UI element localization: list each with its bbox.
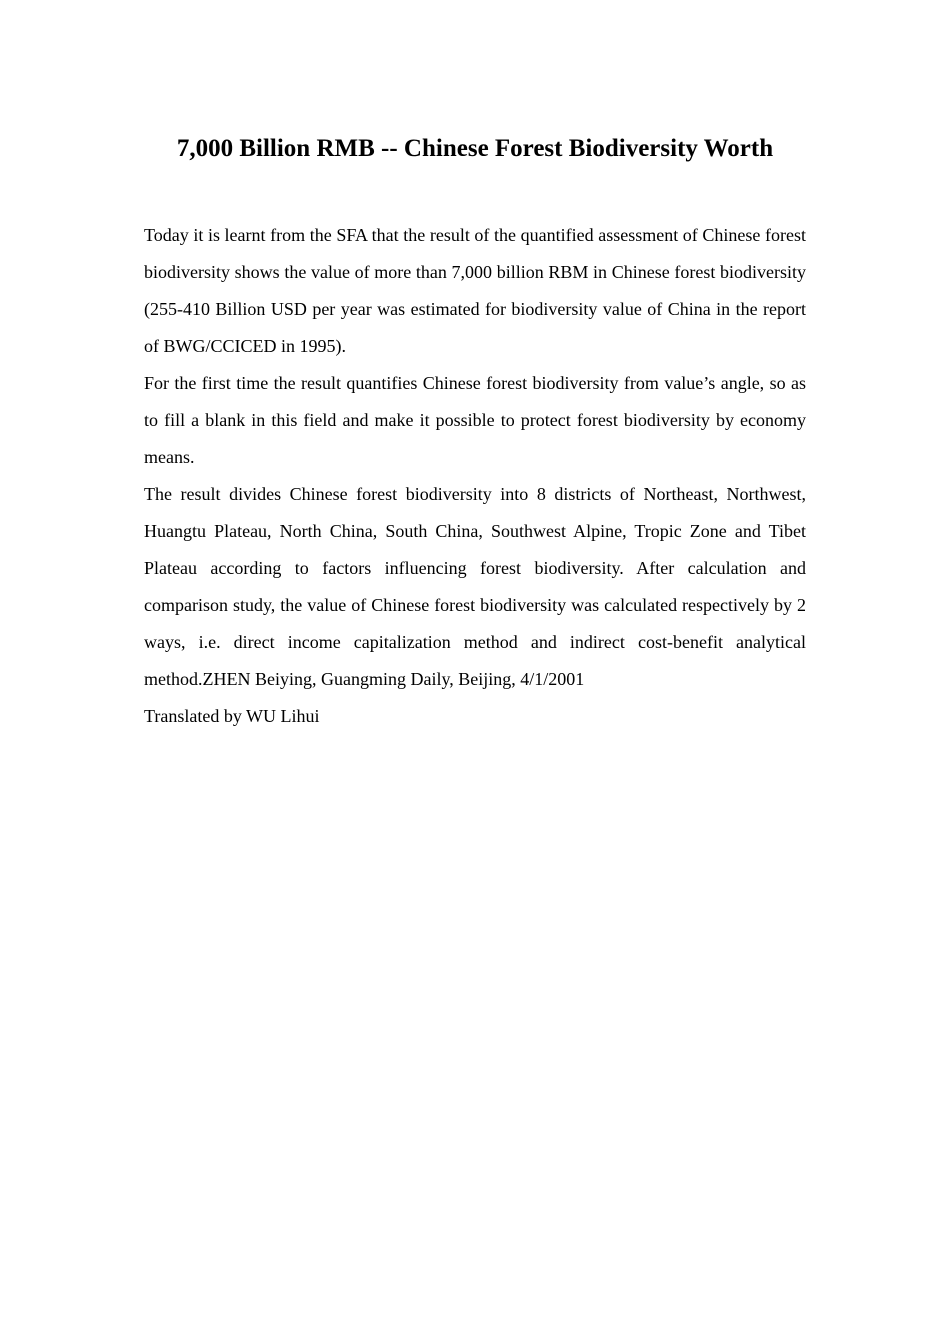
paragraph-districts-and-methods: The result divides Chinese forest biodiversity into 8 districts of Northeast, Northwest, Huangtu Plateau, North China, South China, Southwest Alpine, Tropic Zone and Tibet Plateau according to factors influencing forest biodiversity. After calculation and comparison study, the value of Chinese forest biodiversity was calculated respectively by 2 ways, i.e. direct income capitalization method and indirect cost-benefit analytical method.ZHEN Beiying, Guangming Daily, Beijing, 4/1/2001 [144,484,806,689]
document-title: 7,000 Billion RMB -- Chinese Forest Biodiversity Worth [176,135,774,162]
paragraph-translator-credit: Translated by WU Lihui [144,706,320,726]
paragraph-first-time-quantification: For the first time the result quantifies Chinese forest biodiversity from value’s angle, so as to fill a blank in this field and make it possible to protect forest biodiversity by economy means. [144,373,806,467]
document-body [144,217,806,735]
paragraph-sfa-assessment: Today it is learnt from the SFA that the result of the quantified assessment of Chinese forest biodiversity shows the value of more than 7,000 billion RBM in Chinese forest biodiversity (255-410 Billion USD per year was estimated for biodiversity value of China in the report of BWG/CCICED in 1995). [144,225,806,356]
